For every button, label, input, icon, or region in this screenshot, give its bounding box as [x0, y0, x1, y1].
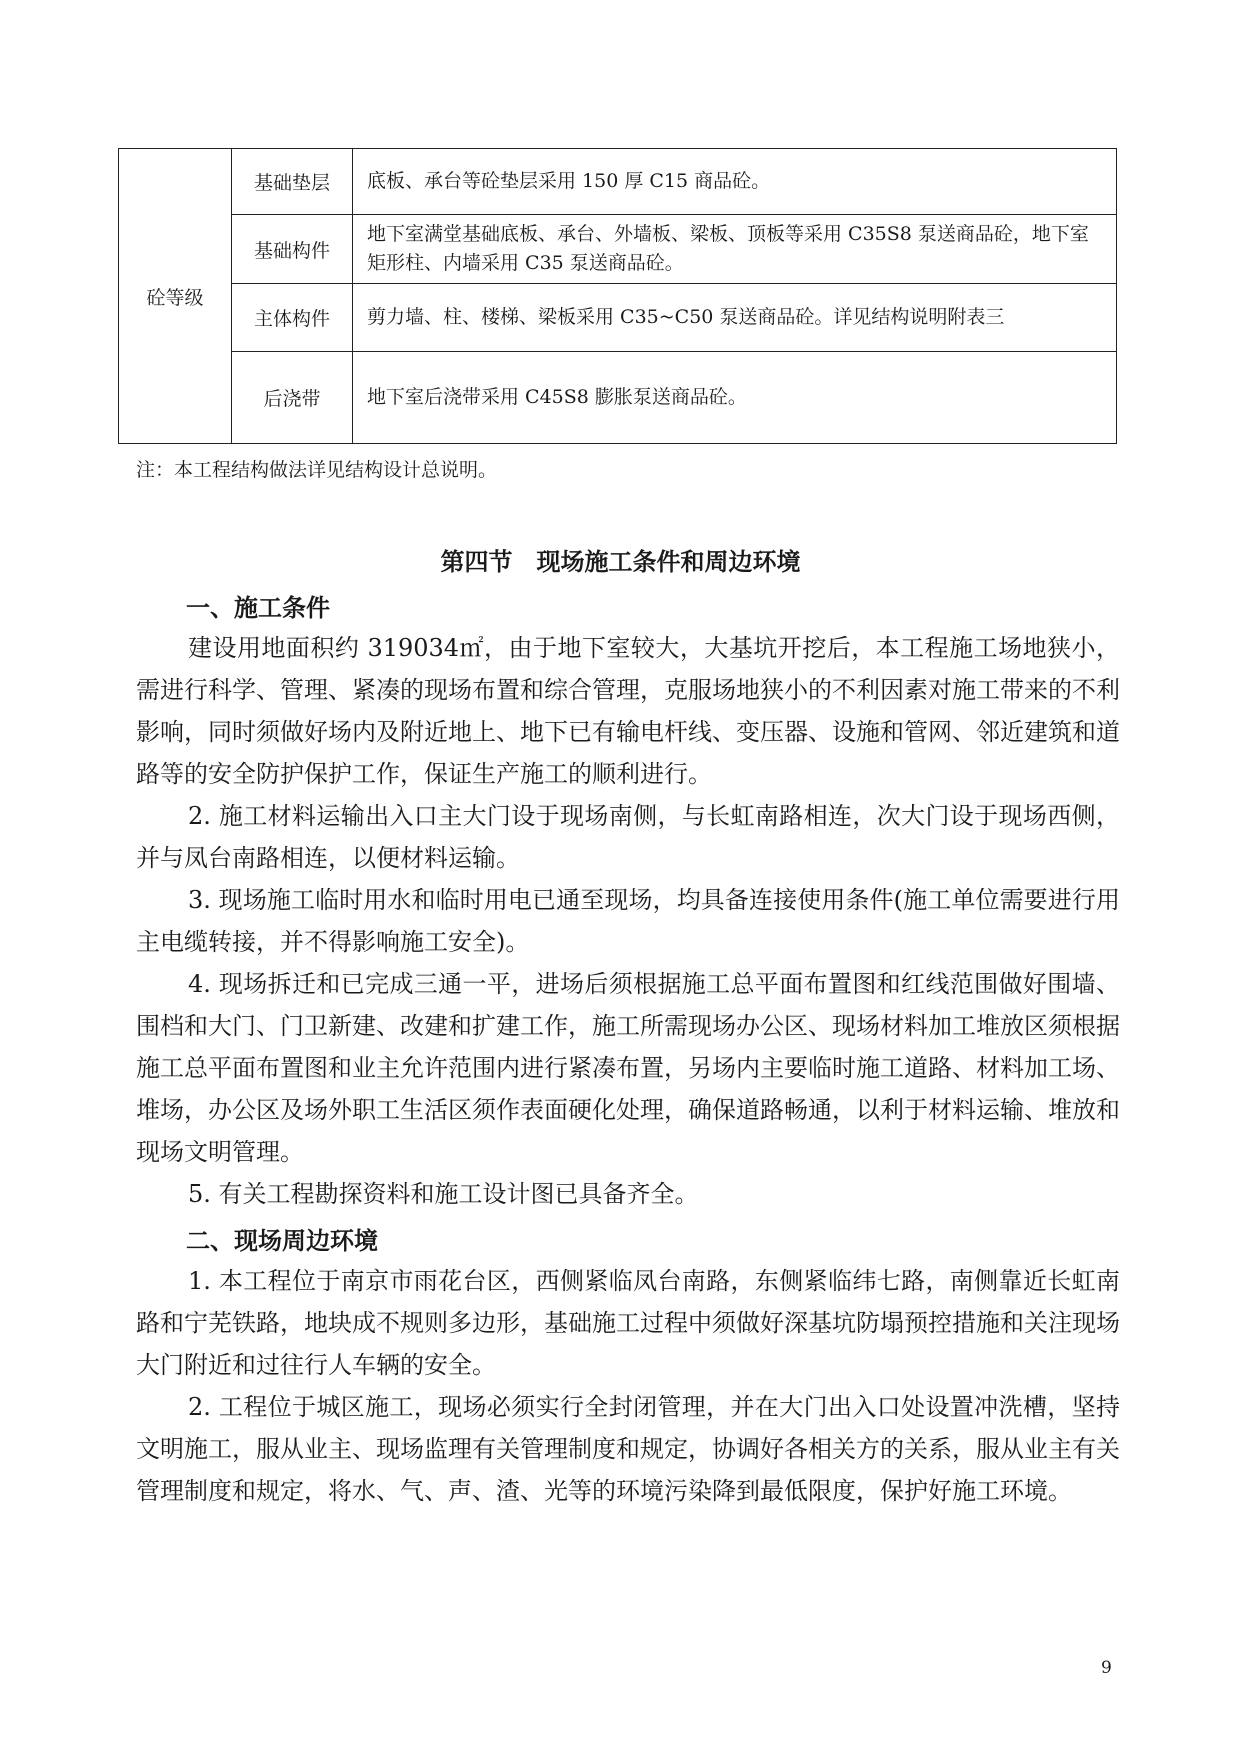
- concrete-grade-table: [118, 148, 1117, 444]
- table-desc-cell: 剪力墙、柱、楼梯、梁板采用 C35~C50 泵送商品砼。详见结构说明附表三: [353, 284, 1117, 352]
- paragraph: 2. 工程位于城区施工，现场必须实行全封闭管理，并在大门出入口处设置冲洗槽，坚持文明施工，服从业主、现场监理有关管理制度和规定，协调好各相关方的关系，服从业主有关管理制度和规定，将水、气、声、渣、光等的环境污染降到最低限度，保护好施工环境。: [136, 1393, 1120, 1505]
- table-row: [119, 284, 1117, 352]
- paragraph: 4. 现场拆迁和已完成三通一平，进场后须根据施工总平面布置图和红线范围做好围墙、围档和大门、门卫新建、改建和扩建工作，施工所需现场办公区、现场材料加工堆放区须根据施工总平面布置图和业主允许范围内进行紧凑布置，另场内主要临时施工道路、材料加工场、堆场，办公区及场外职工生活区须作表面硬化处理，确保道路畅通，以利于材料运输、堆放和现场文明管理。: [136, 970, 1120, 1166]
- table-row: [119, 352, 1117, 444]
- paragraph: 3. 现场施工临时用水和临时用电已通至现场，均具备连接使用条件(施工单位需要进行用主电缆转接，并不得影响施工安全)。: [136, 886, 1120, 956]
- table-category-cell: 砼等级: [119, 149, 232, 444]
- paragraph: 2. 施工材料运输出入口主大门设于现场南侧，与长虹南路相连，次大门设于现场西侧，并与凤台南路相连，以便材料运输。: [136, 802, 1120, 872]
- table-label-cell: 基础垫层: [232, 149, 353, 215]
- table-row: [119, 149, 1117, 215]
- section-title: 第四节 现场施工条件和周边环境: [440, 547, 801, 576]
- table-label-cell: 后浇带: [232, 352, 353, 444]
- paragraph: 5. 有关工程勘探资料和施工设计图已具备齐全。: [188, 1180, 699, 1208]
- heading-surrounding-environment: 二、现场周边环境: [186, 1226, 378, 1255]
- paragraph: 建设用地面积约 319034㎡，由于地下室较大，大基坑开挖后，本工程施工场地狭小，需进行科学、管理、紧凑的现场布置和综合管理，克服场地狭小的不利因素对施工带来的不利影响，同时须做好场内及附近地上、地下已有输电杆线、变压器、设施和管网、邻近建筑和道路等的安全防护保护工作，保证生产施工的顺利进行。: [136, 634, 1120, 788]
- table-desc-cell: 底板、承台等砼垫层采用 150 厚 C15 商品砼。: [353, 149, 1117, 215]
- table-row: [119, 215, 1117, 284]
- table-desc-cell: 地下室满堂基础底板、承台、外墙板、梁板、顶板等采用 C35S8 泵送商品砼，地下室矩形柱、内墙采用 C35 泵送商品砼。: [353, 215, 1117, 284]
- table-label-cell: 主体构件: [232, 284, 353, 352]
- table-label-cell: 基础构件: [232, 215, 353, 284]
- table-desc-cell: 地下室后浇带采用 C45S8 膨胀泵送商品砼。: [353, 352, 1117, 444]
- page-number: 9: [1101, 1658, 1112, 1678]
- heading-construction-conditions: 一、施工条件: [186, 593, 330, 622]
- table-note: 注：本工程结构做法详见结构设计总说明。: [136, 459, 498, 481]
- paragraph: 1. 本工程位于南京市雨花台区，西侧紧临凤台南路，东侧紧临纬七路，南侧靠近长虹南路和宁芜铁路，地块成不规则多边形，基础施工过程中须做好深基坑防塌预控措施和关注现场大门附近和过往行人车辆的安全。: [136, 1267, 1120, 1379]
